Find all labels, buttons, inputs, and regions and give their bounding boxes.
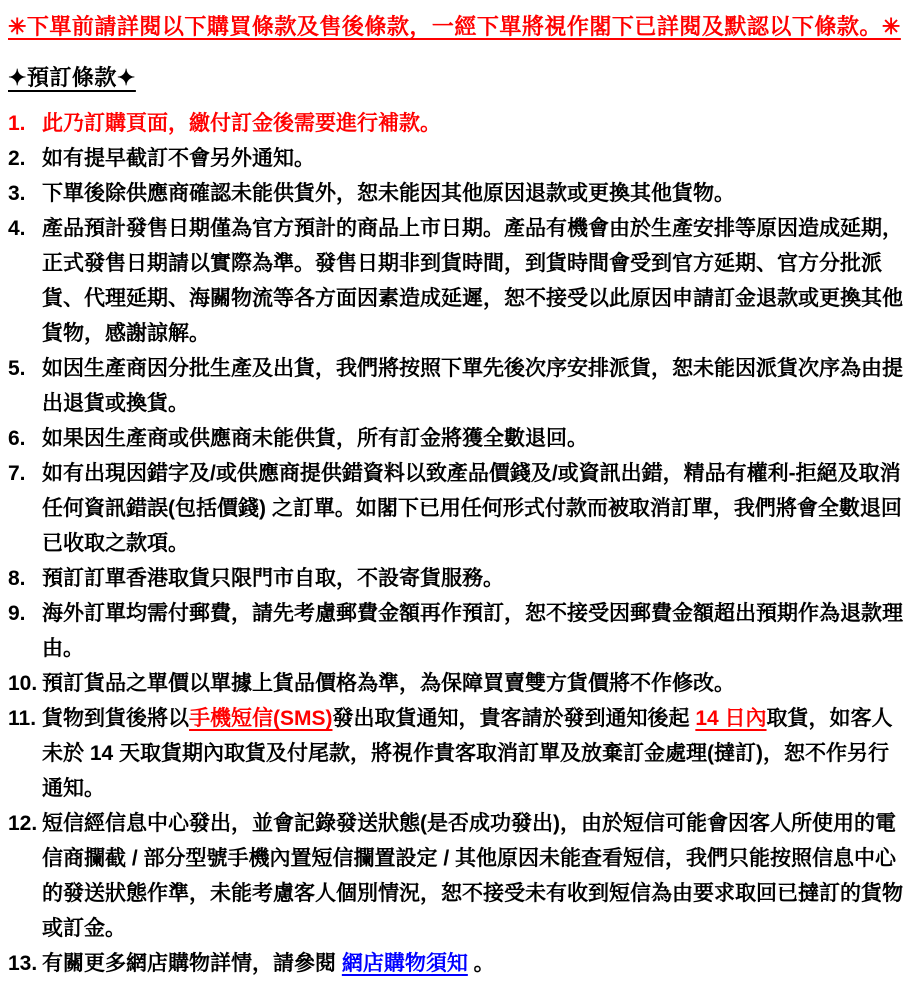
term-item [8, 946, 907, 981]
term-number: 1. [8, 112, 26, 135]
term-text [42, 701, 907, 806]
term-text [42, 176, 907, 211]
store-shopping-guide-link[interactable]: 網店購物須知 [341, 952, 468, 975]
term-number: 11. [8, 707, 37, 730]
term-number: 12. [8, 812, 38, 835]
term-item [8, 701, 907, 806]
term-item [8, 596, 907, 666]
text-segment: 如果因生產商或供應商未能供貨，所有訂金將獲全數退回。 [42, 427, 588, 450]
term-item [8, 806, 907, 946]
text-segment: 此乃訂購頁面，繳付訂金後需要進行補款。 [42, 112, 441, 135]
pre-order-warning-banner: ✳下單前請詳閱以下購買條款及售後條款，一經下單將視作閣下已詳閱及默認以下條款。✳ [8, 14, 901, 39]
term-item [8, 561, 907, 596]
term-text [42, 561, 907, 596]
term-text [42, 806, 907, 946]
term-text [42, 666, 907, 701]
section-heading-pre-order-terms: ✦預訂條款✦ [8, 65, 136, 90]
text-segment: 取貨，如客人未於 14 天取貨期內取貨及付尾款，將視作貴客取消訂單及放棄訂金處理(撻訂)，恕不作另行通知。 [42, 707, 893, 800]
term-item [8, 106, 907, 141]
text-segment: 發出取貨通知，貴客請於發到通知後起 [332, 707, 696, 730]
term-number: 13. [8, 952, 38, 975]
text-segment: 貨物到貨後將以 [42, 707, 189, 730]
term-number: 4. [8, 217, 26, 240]
term-item [8, 421, 907, 456]
term-text [42, 106, 907, 141]
term-text [42, 421, 907, 456]
term-item [8, 456, 907, 561]
pickup-deadline-highlight: 14 日內 [695, 707, 767, 730]
text-segment: 海外訂單均需付郵費，請先考慮郵費金額再作預訂，恕不接受因郵費金額超出預期作為退款理由。 [42, 602, 903, 660]
text-segment: 預訂訂單香港取貨只限門市自取，不設寄貨服務。 [42, 567, 504, 590]
text-segment: 如有提早截訂不會另外通知。 [42, 147, 315, 170]
term-number: 10. [8, 672, 38, 695]
term-text [42, 351, 907, 421]
text-segment: 下單後除供應商確認未能供貨外，恕未能因其他原因退款或更換其他貨物。 [42, 182, 735, 205]
term-item [8, 211, 907, 351]
text-segment: 短信經信息中心發出，並會記錄發送狀態(是否成功發出)，由於短信可能會因客人所使用的電信商攔截 / 部分型號手機內置短信攔置設定 / 其他原因未能查看短信，我們只能按照信息中心的發送狀態作準，未能考慮客人個別情況，恕不接受未有收到短信為由要求取回已撻訂的貨物或訂金。 [42, 812, 903, 940]
term-item [8, 141, 907, 176]
term-number: 6. [8, 427, 26, 450]
term-item [8, 666, 907, 701]
term-number: 8. [8, 567, 26, 590]
term-text [42, 211, 907, 351]
term-item [8, 176, 907, 211]
text-segment: 如有出現因錯字及/或供應商提供錯資料以致產品價錢及/或資訊出錯，精品有權利-拒絕及取消任何資訊錯誤(包括價錢) 之訂單。如閣下已用任何形式付款而被取消訂單，我們將會全數退回已收取之款項。 [42, 462, 902, 555]
term-item [8, 351, 907, 421]
term-number: 9. [8, 602, 26, 625]
text-segment: 預訂貨品之單價以單據上貨品價格為準，為保障買賣雙方貨價將不作修改。 [42, 672, 735, 695]
terms-list [8, 106, 907, 981]
text-segment: 產品預計發售日期僅為官方預計的商品上市日期。產品有機會由於生產安排等原因造成延期，正式發售日期請以實際為準。發售日期非到貨時間，到貨時間會受到官方延期、官方分批派貨、代理延期、海關物流等各方面因素造成延遲，恕不接受以此原因申請訂金退款或更換其他貨物，感謝諒解。 [42, 217, 903, 345]
term-text [42, 946, 907, 981]
text-segment: 如因生產商因分批生產及出貨，我們將按照下單先後次序安排派貨，恕未能因派貨次序為由提出退貨或換貨。 [42, 357, 903, 415]
term-text [42, 141, 907, 176]
term-number: 7. [8, 462, 26, 485]
text-segment: 有關更多網店購物詳情，請參閱 [42, 952, 342, 975]
term-number: 2. [8, 147, 26, 170]
term-text [42, 596, 907, 666]
term-number: 3. [8, 182, 26, 205]
term-text [42, 456, 907, 561]
term-number: 5. [8, 357, 26, 380]
sms-highlight: 手機短信(SMS) [189, 707, 333, 730]
text-segment: 。 [467, 952, 495, 975]
